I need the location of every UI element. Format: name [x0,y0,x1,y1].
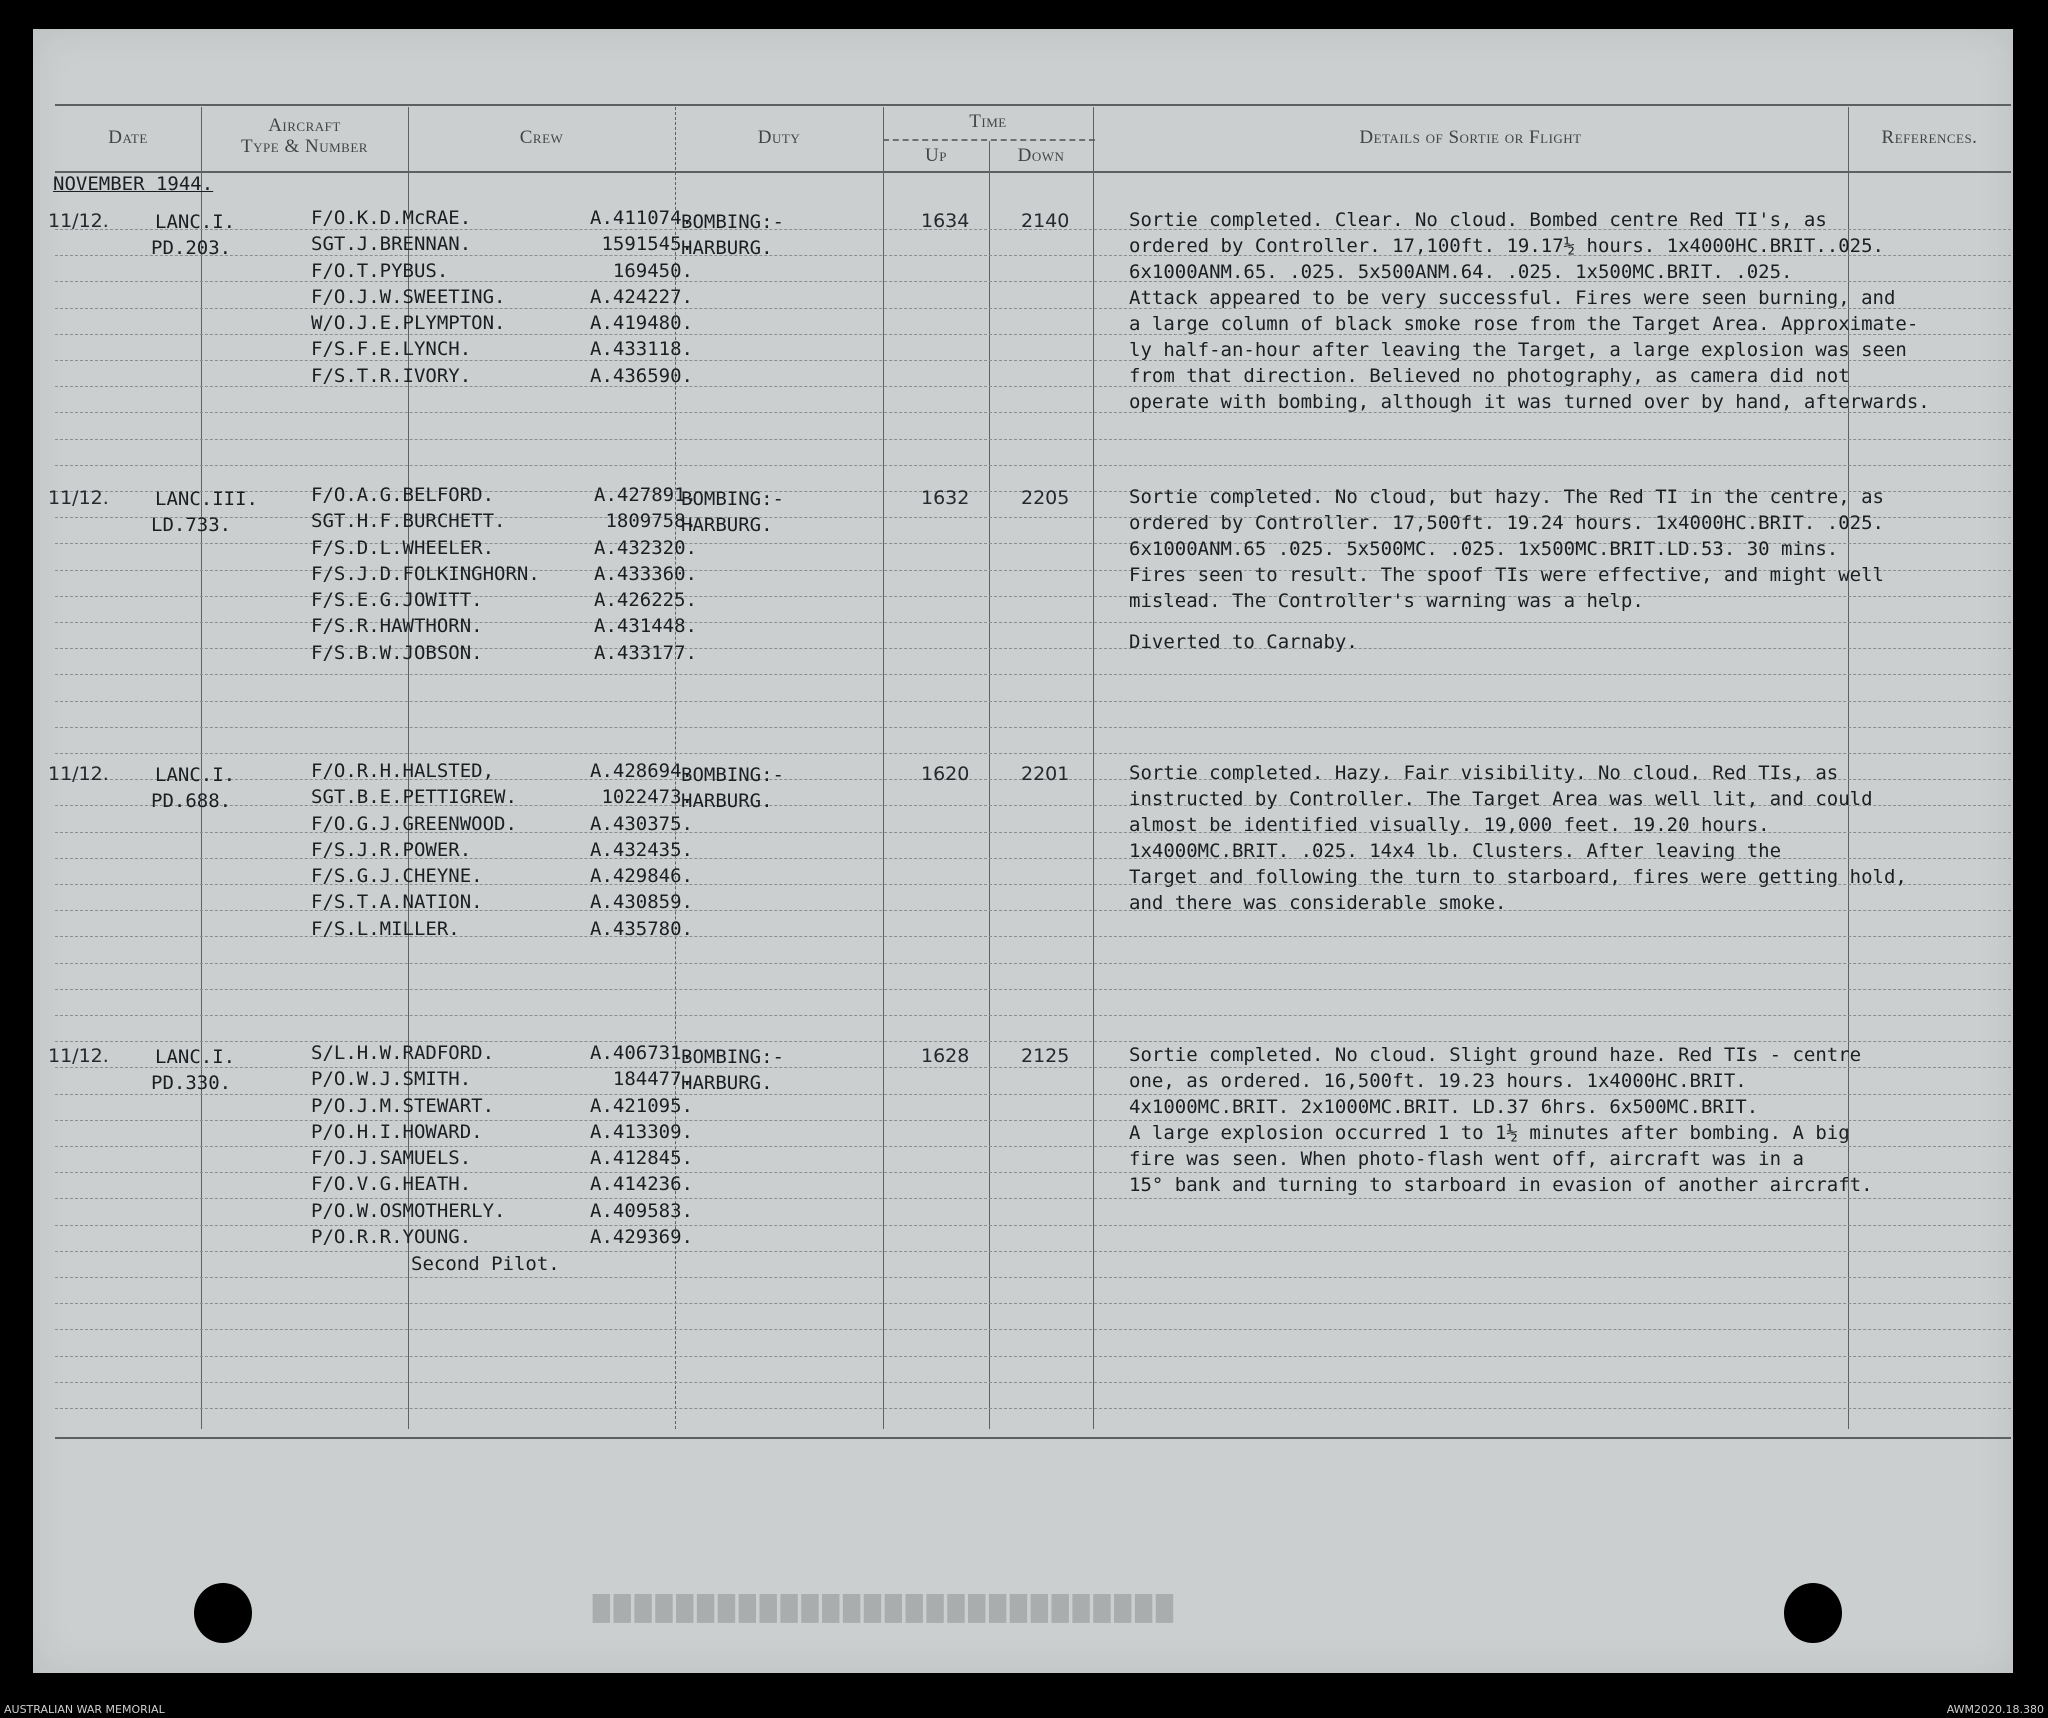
crew-name: SGT.J.BRENNAN. [311,233,472,256]
ruled-line [55,989,2011,990]
crew-name: F/O.J.SAMUELS. [311,1147,472,1170]
ruled-line [55,753,2011,754]
aircraft-number: LD.733. [151,514,232,536]
service-number: A.412845. [590,1147,693,1170]
crew-member [311,1070,693,1096]
service-number: A.432320. [594,536,697,559]
service-number: A.429369. [590,1226,693,1249]
crew-member [311,209,693,235]
duty-line: BOMBING:- [681,764,784,786]
crew-name: F/O.A.G.BELFORD. [311,484,495,506]
crew-member [311,1094,693,1123]
details-line: Fires seen to result. The spoof TIs were effective, and might well [1129,564,1884,586]
sortie-note: Diverted to Carnaby. [1129,631,1358,653]
crew-name: F/O.G.J.GREENWOOD. [311,812,517,835]
time-down: 2201 [1021,763,1070,785]
crew-name: F/S.J.D.FOLKINGHORN. [311,562,540,585]
month-heading: NOVEMBER 1944. [53,173,214,195]
crew-member [311,285,693,314]
crew-name: P/O.W.J.SMITH. [311,1068,472,1091]
crew-name: W/O.J.E.PLYMPTON. [311,312,506,335]
ruled-line [55,465,2011,466]
ruled-line [55,1277,2011,1278]
crew-member [311,867,693,893]
crew-member [311,536,697,565]
details-line: almost be identified visually. 19,000 feet. 19.20 hours. [1129,814,1770,836]
crew-name: F/S.G.J.CHEYNE. [311,865,483,888]
crew-name: F/S.F.E.LYNCH. [311,338,472,361]
aircraft-number: PD.688. [151,790,232,812]
crew-name: F/S.T.A.NATION. [311,891,483,914]
service-number: A.433118. [590,338,693,361]
service-number: A.430375. [590,812,693,835]
sortie-date: 11/12. [48,210,109,232]
service-number: A.421095. [590,1094,693,1117]
details-line: Sortie completed. No cloud, but hazy. The Red TI in the centre, as [1129,486,1884,508]
crew-name: F/S.B.W.JOBSON. [311,641,483,664]
crew-name: F/S.E.G.JOWITT. [311,589,483,612]
details-line: 1x4000MC.BRIT. .025. 14x4 lb. Clusters. After leaving the [1129,840,1782,862]
time-down: 2125 [1021,1045,1070,1067]
ruled-line [55,701,2011,702]
service-number: A.433177. [594,641,697,664]
details-line: Attack appeared to be very successful. Fires were seen burning, and [1129,287,1896,309]
ruled-line [55,1303,2011,1304]
crew-member [311,1175,693,1201]
service-number: A.411074. [590,207,693,229]
service-number: A.429846. [590,865,693,888]
ruled-line [55,674,2011,675]
crew-member [311,617,697,643]
crew-name: F/S.D.L.WHEELER. [311,536,495,559]
service-number: A.436590. [590,364,693,387]
details-line: A large explosion occurred 1 to 1½ minutes after bombing. A big [1129,1122,1850,1144]
details-line: operate with bombing, although it was turned over by hand, afterwards. [1129,391,1930,413]
header-details: Details of Sortie or Flight [1359,127,1582,148]
service-number: A.409583. [590,1199,693,1222]
ruled-line [55,1382,2011,1383]
crew-name: F/S.L.MILLER. [311,917,460,940]
col-divider-time [1093,107,1094,1429]
crew-member [311,812,693,841]
service-number: A.406731. [590,1042,693,1064]
service-number: 169450. [612,259,693,282]
service-number: A.433360. [594,562,697,585]
time-up: 1632 [921,487,970,509]
details-line: Sortie completed. Hazy. Fair visibility. No cloud. Red TIs, as [1129,762,1839,784]
crew-member [311,1044,693,1070]
details-line: 4x1000MC.BRIT. 2x1000MC.BRIT. LD.37 6hrs. 6x500MC.BRIT. [1129,1096,1759,1118]
duty-line: HARBURG. [681,1072,773,1094]
binder-hole-left [194,1583,252,1643]
duty-line: HARBURG. [681,237,773,259]
crew-member [311,314,693,340]
crew-name: F/O.R.H.HALSTED, [311,760,495,782]
service-number: 1809758. [605,510,697,533]
crew-member [311,1120,693,1149]
crew-member [311,1149,693,1175]
header-aircraft: Aircraft Type & Number [241,115,368,157]
header-crew: Crew [519,127,564,148]
crew-name: SGT.H.F.BURCHETT. [311,510,506,533]
details-line: a large column of black smoke rose from the Target Area. Approximate- [1129,313,1919,335]
details-line: Sortie completed. Clear. No cloud. Bombed centre Red TI's, as [1129,209,1827,231]
service-number: A.419480. [590,312,693,335]
aircraft-type: LANC.I. [155,764,236,786]
sortie-details [1129,1042,2029,1198]
aircraft-number: PD.203. [151,237,232,259]
details-line: one, as ordered. 16,500ft. 19.23 hours. 1x4000HC.BRIT. [1129,1070,1747,1092]
duty-line: BOMBING:- [681,1046,784,1068]
record-sheet [33,29,2013,1673]
crew-name: P/O.R.R.YOUNG. [311,1226,472,1249]
details-line: ordered by Controller. 17,500ft. 19.24 hours. 1x4000HC.BRIT. .025. [1129,512,1884,534]
crew-member [311,486,697,512]
crew-member [311,591,697,617]
header-references: References. [1881,127,1978,148]
crew-name: F/S.R.HAWTHORN. [311,615,483,638]
details-line: and there was considerable smoke. [1129,892,1507,914]
crew-name: F/S.J.R.POWER. [311,838,472,861]
crew-name: F/S.T.R.IVORY. [311,364,472,387]
service-number: A.414236. [590,1173,693,1196]
time-down: 2140 [1021,210,1070,232]
header-top-rule [55,104,2011,106]
ruled-line [55,963,2011,964]
ruled-line [55,1329,2011,1330]
duty-line: HARBURG. [681,790,773,812]
crew-member [311,562,697,591]
crew-member [311,893,693,919]
header-time: Time [969,111,1007,132]
duty-line: HARBURG. [681,514,773,536]
crew-member [311,762,693,788]
details-line: 6x1000ANM.65 .025. 5x500MC. .025. 1x500MC.BRIT.LD.53. 30 mins. [1129,538,1839,560]
crew-member [311,788,693,814]
details-line: Target and following the turn to starboard, fires were getting hold, [1129,866,1907,888]
sortie-details [1129,760,2029,916]
ruled-line [55,1408,2011,1409]
header-down: Down [1017,145,1065,166]
crew-name: F/O.J.W.SWEETING. [311,285,506,308]
service-number: A.432435. [590,838,693,861]
sortie-date: 11/12. [48,1045,109,1067]
crew-name: SGT.B.E.PETTIGREW. [311,786,517,809]
crew-list [311,209,693,393]
crew-name: S/L.H.W.RADFORD. [311,1042,495,1064]
aircraft-number: PD.330. [151,1072,232,1094]
service-number: A.428694. [590,760,693,782]
time-up: 1634 [921,210,970,232]
header-date: Date [108,127,148,148]
sortie-date: 11/12. [48,487,109,509]
crew-name: P/O.J.M.STEWART. [311,1094,495,1117]
crew-extra-note: Second Pilot. [411,1253,560,1275]
crew-name: F/O.K.D.McRAE. [311,207,472,229]
service-number: A.424227. [590,285,693,308]
sortie-details [1129,207,2029,415]
details-line: 15° bank and turning to starboard in evasion of another aircraft. [1129,1174,1873,1196]
crew-name: P/O.W.OSMOTHERLY. [311,1199,506,1222]
header-up: Up [925,145,947,166]
service-number: A.413309. [590,1120,693,1143]
crew-member [311,512,697,538]
details-line: instructed by Controller. The Target Area was well lit, and could [1129,788,1873,810]
service-number: A.430859. [590,891,693,914]
details-line: Sortie completed. No cloud. Slight ground haze. Red TIs - centre [1129,1044,1862,1066]
details-line: ly half-an-hour after leaving the Target, a large explosion was seen [1129,339,1907,361]
duty-line: BOMBING:- [681,488,784,510]
ruled-line [55,439,2011,440]
crew-member [311,917,693,946]
service-number: A.435780. [590,917,693,940]
details-line: from that direction. Believed no photography, as camera did not [1129,365,1850,387]
crew-member [311,1199,693,1228]
service-number: A.431448. [594,615,697,638]
archive-credit: AUSTRALIAN WAR MEMORIAL [4,1703,165,1716]
footer-rule [55,1437,2011,1439]
details-line: 6x1000ANM.65. .025. 5x500ANM.64. .025. 1x500MC.BRIT. .025. [1129,261,1793,283]
time-up: 1620 [921,763,970,785]
crew-name: F/O.T.PYBUS. [311,259,449,282]
time-up: 1628 [921,1045,970,1067]
sortie-date: 11/12. [48,763,109,785]
crew-member [311,259,693,288]
crew-list [311,1044,693,1254]
ruled-line [55,1356,2011,1357]
details-line: mislead. The Controller's warning was a help. [1129,590,1644,612]
service-number: A.426225. [594,589,697,612]
service-number: 1591545. [601,233,693,256]
crew-member [311,1228,693,1254]
duty-line: BOMBING:- [681,211,784,233]
crew-name: F/O.V.G.HEATH. [311,1173,472,1196]
details-line: fire was seen. When photo-flash went off, aircraft was in a [1129,1148,1804,1170]
details-line: ordered by Controller. 17,100ft. 19.17½ hours. 1x4000HC.BRIT..025. [1129,235,1884,257]
crew-member [311,838,693,867]
bleed-through-text: ▇▇▇▇▇▇▇▇▇▇▇▇▇▇▇▇▇▇▇▇▇▇▇▇▇▇▇▇ [593,1594,1178,1627]
header-duty: Duty [757,127,801,148]
binder-hole-right [1784,1583,1842,1643]
crew-member [311,364,693,393]
service-number: 184477. [612,1068,693,1091]
aircraft-type: LANC.I. [155,211,236,233]
crew-list [311,486,697,670]
col-divider-duty [883,107,884,1429]
crew-name: P/O.H.I.HOWARD. [311,1120,483,1143]
aircraft-type: LANC.I. [155,1046,236,1068]
crew-list [311,762,693,946]
service-number: A.427891. [594,484,697,506]
time-down: 2205 [1021,487,1070,509]
ruled-line [55,727,2011,728]
sortie-details [1129,484,2029,614]
ruled-line [55,1015,2011,1016]
crew-member [311,641,697,670]
crew-member [311,340,693,366]
header-bottom-rule [55,171,2011,173]
archive-accession-number: AWM2020.18.380 [1946,1703,2044,1716]
crew-member [311,235,693,261]
service-number: 1022473. [601,786,693,809]
aircraft-type: LANC.III. [155,488,258,510]
